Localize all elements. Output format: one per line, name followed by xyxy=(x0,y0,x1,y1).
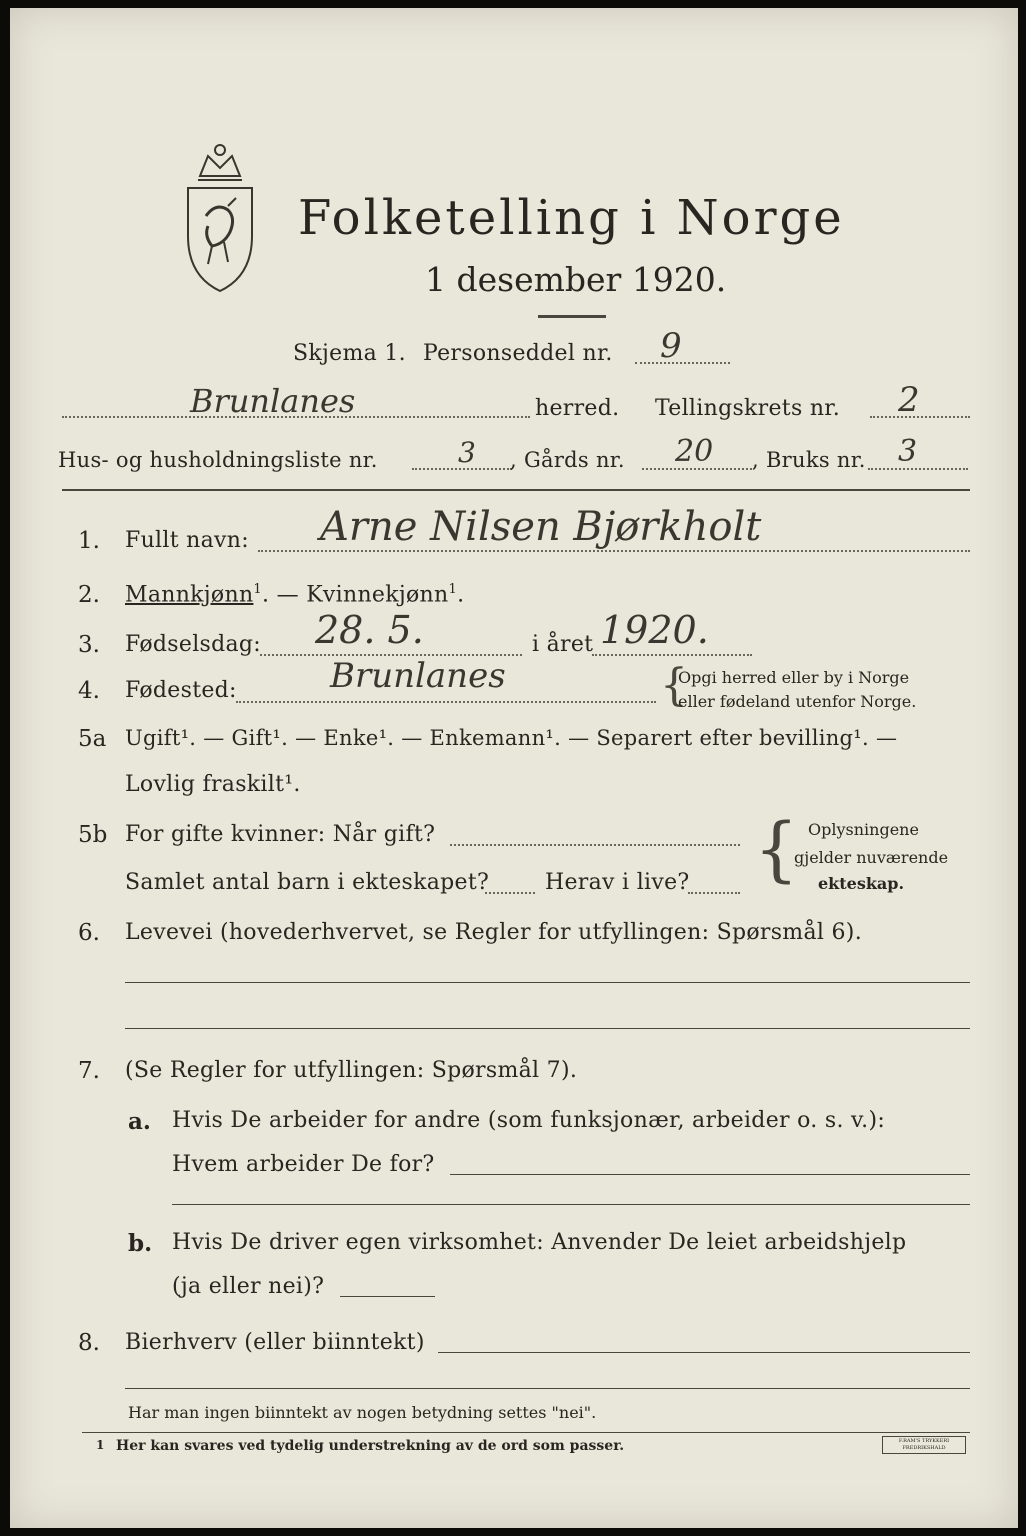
q8-number: 8. xyxy=(78,1330,100,1356)
herred-value[interactable]: Brunlanes xyxy=(190,382,356,420)
q3-year-label: i året xyxy=(532,632,594,657)
q4-note-1: Opgi herred eller by i Norge xyxy=(678,668,910,687)
q7a-answer-line-2 xyxy=(172,1204,970,1205)
schema-label: Skjema 1. xyxy=(293,341,406,366)
q5b-note-2: gjelder nuværende xyxy=(794,848,949,867)
gards-label: , Gårds nr. xyxy=(510,448,625,472)
q5a-number: 5a xyxy=(78,726,107,752)
q1-line xyxy=(258,550,970,552)
q4-value[interactable]: Brunlanes xyxy=(330,656,506,696)
personseddel-label: Personseddel nr. xyxy=(423,341,613,366)
q5b-number: 5b xyxy=(78,822,108,848)
norwegian-lion-crest-icon xyxy=(178,136,262,296)
q8-label: Bierhverv (eller biinntekt) xyxy=(125,1330,425,1355)
q4-label: Fødested: xyxy=(125,678,237,703)
form-title: Folketelling i Norge xyxy=(298,190,845,246)
bruks-line xyxy=(868,468,968,470)
q8-answer-line-2 xyxy=(125,1388,970,1389)
q6-number: 6. xyxy=(78,920,100,946)
q5b-when-line xyxy=(450,844,740,846)
herred-label: herred. xyxy=(535,396,620,421)
q5b-children-line xyxy=(485,892,535,894)
q3-label: Fødselsdag: xyxy=(125,632,262,657)
q2-female-option[interactable]: Kvinnekjønn xyxy=(306,582,449,608)
form-date: 1 desember 1920. xyxy=(425,260,727,299)
footnote-text: Her kan svares ved tydelig understrekning av de ord som passer. xyxy=(116,1438,625,1454)
bruks-value[interactable]: 3 xyxy=(898,434,918,469)
q5b-note-3: ekteskap. xyxy=(818,874,905,893)
q4-note-2: eller fødeland utenfor Norge. xyxy=(678,692,917,711)
q3-year-value[interactable]: 1920. xyxy=(600,608,709,652)
q7b-letter: b. xyxy=(128,1230,153,1257)
q5a-options-line2[interactable]: Lovlig fraskilt¹. xyxy=(125,772,301,797)
q1-value[interactable]: Arne Nilsen Bjørkholt xyxy=(320,504,762,550)
personseddel-value[interactable]: 9 xyxy=(660,326,682,366)
q5b-line1: For gifte kvinner: Når gift? xyxy=(125,822,436,847)
q5b-alive-line xyxy=(688,892,740,894)
tellingskrets-label: Tellingskrets nr. xyxy=(655,396,840,421)
q7b-answer-line xyxy=(340,1296,435,1297)
q5b-brace: { xyxy=(754,808,799,890)
q2-male-option[interactable]: Mannkjønn xyxy=(125,582,254,608)
q6-answer-line-2 xyxy=(125,1028,970,1029)
census-form-page xyxy=(10,8,1018,1528)
q6-answer-line-1 xyxy=(125,982,970,983)
q7-label: (Se Regler for utfyllingen: Spørsmål 7). xyxy=(125,1058,578,1083)
footer-divider xyxy=(82,1432,970,1433)
q7b-line1: Hvis De driver egen virksomhet: Anvender De leiet arbeidshjelp xyxy=(172,1230,907,1255)
q3-year-line xyxy=(592,654,752,656)
q4-brace: { xyxy=(660,660,688,711)
q7a-line2: Hvem arbeider De for? xyxy=(172,1152,435,1177)
q7a-answer-line-1 xyxy=(450,1174,970,1175)
hus-value[interactable]: 3 xyxy=(458,436,476,469)
q3-number: 3. xyxy=(78,632,100,658)
q4-line xyxy=(236,701,656,703)
q5a-options-line1[interactable]: Ugift¹. — Gift¹. — Enke¹. — Enkemann¹. — Separert efter bevilling¹. — xyxy=(125,726,898,750)
q5b-note-1: Oplysningene xyxy=(808,820,919,839)
q2-options: Mannkjønn$^1$. — Kvinnekjønn$^1$. xyxy=(125,582,465,608)
hus-label: Hus- og husholdningsliste nr. xyxy=(58,448,378,472)
q3-value[interactable]: 28. 5. xyxy=(315,608,424,652)
q4-number: 4. xyxy=(78,678,100,704)
printer-stamp: F.RAM'S TRYKKERI FREDRIKSHALD xyxy=(882,1436,966,1454)
tellingskrets-line xyxy=(870,416,970,418)
footer-note: Har man ingen biinntekt av nogen betydning settes "nei". xyxy=(128,1403,597,1422)
q7b-line2: (ja eller nei)? xyxy=(172,1274,325,1299)
q5b-alive-label: Herav i live? xyxy=(545,870,690,895)
q6-label: Levevei (hovederhvervet, se Regler for utfyllingen: Spørsmål 6). xyxy=(125,920,862,945)
q8-answer-line-1 xyxy=(438,1352,970,1353)
title-divider xyxy=(538,315,606,318)
q7-number: 7. xyxy=(78,1058,100,1084)
q7a-letter: a. xyxy=(128,1108,151,1135)
q1-label: Fullt navn: xyxy=(125,528,249,553)
q1-number: 1. xyxy=(78,528,100,554)
footnote-mark: 1 xyxy=(96,1438,105,1452)
bruks-label: , Bruks nr. xyxy=(752,448,866,472)
q2-number: 2. xyxy=(78,582,100,608)
tellingskrets-value[interactable]: 2 xyxy=(898,380,920,420)
header-divider xyxy=(62,489,970,491)
q7a-line1: Hvis De arbeider for andre (som funksjonær, arbeider o. s. v.): xyxy=(172,1108,886,1133)
gards-value[interactable]: 20 xyxy=(675,434,714,469)
q5b-children-label: Samlet antal barn i ekteskapet? xyxy=(125,870,490,895)
personseddel-line xyxy=(635,362,730,364)
